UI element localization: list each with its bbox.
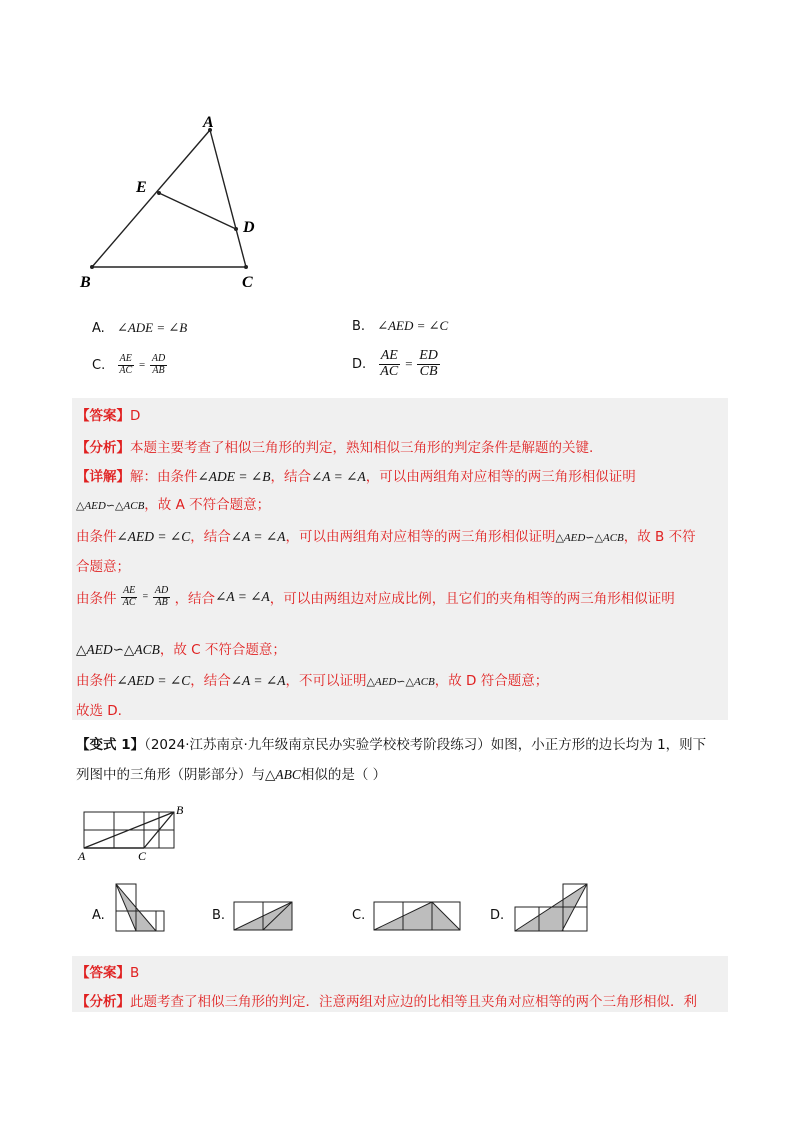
detail-line-3: 由条件∠AED = ∠C，结合∠A = ∠A，可以由两组角对应相等的两三角形相似证明△AED∽△ACB，故 B 不符 [76,529,696,545]
detail-line-2: △AED∽△ACB，故 A 不符合题意； [76,497,271,513]
option-d-frac-right: $\frac{ED}{CB}$ [419,348,438,379]
grid-label-b: B [176,803,184,817]
option-d-frac-left: $\frac{AE}{AC}$ [380,348,399,379]
variant-question-line-2: 列图中的三角形（阴影部分）与△ABC相似的是（ ） [76,767,387,783]
point-b [90,265,94,269]
option-b[interactable] [352,318,448,334]
label-c: C [242,274,253,291]
point-e [157,191,161,195]
option-b-text: ∠AED = ∠C [377,318,449,333]
detail-line-1: 【详解】解：由条件∠ADE = ∠B，结合∠A = ∠A，可以由两组角对应相等的两三角形相似证明 [76,469,636,485]
side-ab [92,130,210,267]
detail-line-8: 故选 D. [76,703,122,719]
variant-option-d-letter: D. [490,908,505,923]
variant-question-line-1: 【变式 1】（2024·江苏南京·九年级南京民办实验学校校考阶段练习）如图，小正方形的边长均为 1，则下 [76,737,707,753]
detail-line-7: 由条件∠AED = ∠C，结合∠A = ∠A，不可以证明△AED∽△ACB，故 D 符合题意； [76,673,549,689]
option-c[interactable]: C. $\frac{AE}{AC}$ = $\frac{AD}{AB}$ [92,353,166,376]
option-d-letter: D. [352,356,367,372]
grid-label-c: C [138,849,147,862]
variant-option-a-figure [112,880,168,936]
label-d: D [243,219,255,236]
detail-line-6: △AED∽△ACB，故 C 不符合题意； [76,642,286,658]
option-b-letter: B. [352,319,366,334]
point-d [234,227,238,231]
variant-option-a-letter: A. [92,908,105,923]
analysis-line-2: 【分析】此题考查了相似三角形的判定．注意两组对应边的比相等且夹角对应相等的两个三角形相似．利 [76,994,697,1010]
segment-ed [159,193,236,229]
variant-option-a[interactable] [92,880,172,936]
option-c-frac-right: $\frac{AD}{AB}$ [151,353,166,376]
variant-option-c[interactable] [352,880,472,936]
detail-line-4: 合题意； [76,559,130,575]
variant-option-b[interactable] [212,880,302,936]
option-a-letter: A. [92,321,105,336]
option-a[interactable] [92,320,187,336]
label-a: A [203,114,214,131]
grid-figure-abc [74,800,194,862]
detail-line-5: 由条件 $\frac{AE}{AC}$ = $\frac{AD}{AB}$ ，结合∠A = ∠A，可以由两组边对应成比例，且它们的夹角相等的两三角形相似证明 [76,585,675,608]
option-c-letter: C. [92,357,106,373]
option-c-frac-left: $\frac{AE}{AC}$ [119,353,133,376]
point-c [244,265,248,269]
variant-option-b-figure [232,900,302,932]
detail-frac-left: $\frac{AE}{AC}$ [122,585,136,608]
option-d[interactable]: D. $\frac{AE}{AC}$ = $\frac{ED}{CB}$ [352,348,438,379]
grid-label-a: A [78,849,86,862]
variant-option-c-figure [372,900,464,932]
detail-frac-right: $\frac{AD}{AB}$ [154,585,169,608]
side-ac [210,130,246,267]
variant-option-c-letter: C. [352,908,366,923]
answer-line-1: 【答案】D [76,408,141,424]
triangle-figure [70,105,280,300]
analysis-line-1: 【分析】本题主要考查了相似三角形的判定，熟知相似三角形的判定条件是解题的关键. [76,440,594,456]
variant-option-d-figure [512,880,592,934]
variant-option-d[interactable] [490,880,590,936]
label-b: B [80,274,91,291]
option-a-text: ∠ADE = ∠B [116,320,188,335]
label-e: E [136,179,147,196]
answer-line-2: 【答案】B [76,965,140,981]
variant-option-b-letter: B. [212,908,226,923]
